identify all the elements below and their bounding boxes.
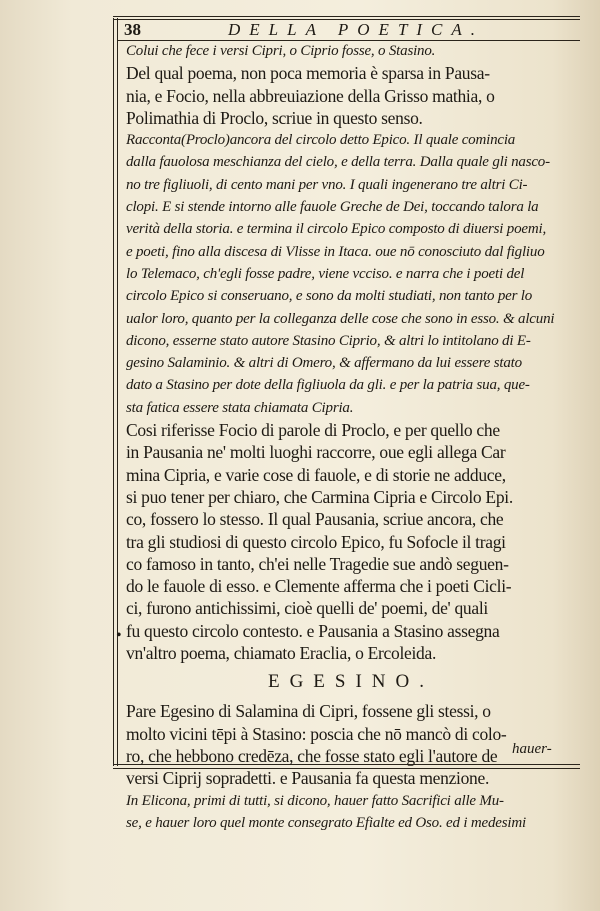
frame-top-rule: [113, 16, 580, 17]
text-line: nia, e Focio, nella abbreuiazione della Grisso mathia, o: [126, 85, 495, 106]
text-line: dicono, esserne stato autore Stasino Ciprio, & altri lo intitolano di E-: [126, 332, 531, 349]
body-text: [126, 40, 576, 834]
text-line: verità della storia. e termina il circolo Epico composto di diuersi poemi,: [126, 221, 547, 238]
page-number: 38: [124, 20, 141, 39]
text-line: clopi. E si stende intorno alle fauole Greche de Dei, toccando talora la: [126, 199, 539, 216]
text-line: no tre figliuoli, di cento mani per vno. I quali ingenerano tre altri Ci-: [126, 176, 528, 193]
section-mark: •: [116, 627, 122, 644]
text-line: in Pausania ne' molti luoghi raccorre, oue egli allega Car: [126, 442, 506, 463]
text-line: se, e hauer loro quel monte consegrato Efialte ed Oso. ed i medesimi: [126, 814, 526, 831]
text-line: ro, che hebbono credēza, che fosse stato egli l'autore de: [126, 745, 498, 766]
text-line: co famoso in tanto, ch'ei nelle Tragedie sue andò seguen-: [126, 553, 509, 574]
text-line: molto vicini tēpi à Stasino: poscia che nō mancò di colo-: [126, 723, 507, 744]
text-line: fu questo circolo contesto. e Pausania a Stasino assegna: [126, 620, 500, 641]
text-line: mina Cipria, e varie cose di fauole, e di storie ne adduce,: [126, 464, 506, 485]
catchword: hauer-: [512, 741, 552, 757]
text-line: vn'altro poema, chiamato Eraclia, o Ercoleida.: [126, 643, 437, 664]
text-line: si puo tener per chiaro, che Carmina Cipria e Circolo Epi.: [126, 486, 513, 507]
text-line: versi Ciprij sopradetti. e Pausania fa questa menzione.: [126, 768, 490, 789]
text-line: Pare Egesino di Salamina di Cipri, fossene gli stessi, o: [126, 701, 491, 722]
text-line: ualor loro, quanto per la colleganza delle cose che sono in esso. & alcuni: [126, 310, 555, 327]
frame-left-rule: [113, 18, 114, 766]
text-line: tra gli studiosi di questo circolo Epico, fu Sofocle il tragi: [126, 531, 506, 552]
text-line: Del qual poema, non poca memoria è sparsa in Pausa-: [126, 63, 490, 84]
text-line: gesino Salaminio. & altri di Omero, & affermano da lui essere stato: [126, 355, 522, 372]
text-line: lo Telemaco, ch'egli fosse padre, viene vcciso. e narra che i poeti del: [126, 265, 525, 282]
text-line: dalla fauolosa meschianza del cielo, e della terra. Dalla quale gli nasco-: [126, 154, 550, 171]
text-line: sta fatica essere stata chiamata Cipria.: [126, 399, 354, 416]
frame-left-rule-inner: [117, 18, 118, 766]
text-line: do le fauole di esso. e Clemente afferma che i poeti Cicli-: [126, 576, 512, 597]
section-heading: EGESINO.: [267, 671, 435, 693]
text-line: Cosi riferisse Focio di parole di Proclo, e per quello che: [126, 420, 500, 441]
text-line: Racconta(Proclo)ancora del circolo detto Epico. Il quale comincia: [126, 132, 516, 149]
text-line: ci, furono antichissimi, cioè quelli de' poemi, de' quali: [126, 598, 488, 619]
text-line: Polimathia di Proclo, scriue in questo senso.: [126, 107, 423, 128]
text-line: Colui che fece i versi Cipri, o Ciprio fosse, o Stasino.: [126, 43, 436, 59]
text-line: e poeti, fino alla discesa di Vlisse in Itaca. oue nō conosciuto dal figliuo: [126, 243, 545, 260]
text-line: circolo Epico si conseruano, e sono da molti studiati, non tanto per lo: [126, 288, 533, 305]
running-head: DELLA POETICA.: [228, 20, 485, 39]
text-line: In Elicona, primi di tutti, si dicono, hauer fatto Sacrifici alle Mu-: [126, 792, 504, 809]
text-line: dato a Stasino per dote della figliuola da gli. e per la patria sua, que-: [126, 377, 530, 394]
text-line: co, fossero lo stesso. Il qual Pausania, scriue ancora, che: [126, 509, 504, 530]
